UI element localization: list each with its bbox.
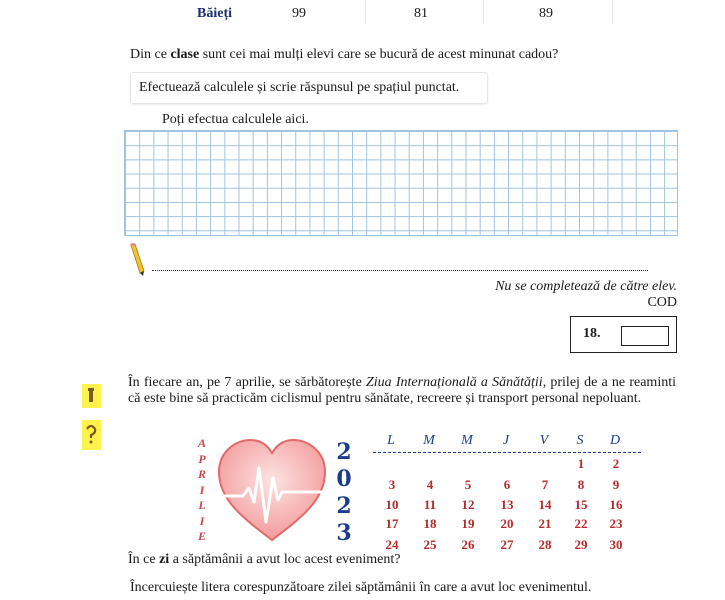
heart-pulse-icon (213, 436, 331, 551)
calendar-day: 22 (574, 516, 588, 531)
sticky-note-icon (82, 420, 101, 450)
sticky-note-icon (82, 384, 101, 408)
table-divider (483, 0, 484, 24)
table-cell: 99 (292, 6, 306, 21)
calendar-rule (373, 452, 641, 453)
calendar-day: 6 (503, 477, 511, 492)
month-letters: A P R I L I E (197, 436, 206, 543)
cod-label: COD (647, 295, 677, 310)
row-label: Băieți (197, 6, 232, 21)
calendar-header: M (461, 433, 473, 448)
item-number: 18. (583, 326, 601, 341)
table-divider (365, 0, 366, 24)
calendar-header: J (502, 433, 510, 448)
calendar-day: 27 (500, 537, 514, 552)
calendar-day: 15 (574, 497, 588, 512)
event-paragraph: În fiecare an, pe 7 aprilie, se sărbătorește Ziua Internațională a Sănătății, prilej de a ne reaminti că este bine să practicăm ciclismul pentru sănătate, recreere și transport personal nepoluant. (128, 375, 676, 406)
table-cell: 81 (414, 6, 428, 21)
calendar-day: 26 (461, 537, 475, 552)
calendar-day: 25 (423, 537, 437, 552)
calendar-day: 3 (388, 477, 396, 492)
table-divider (612, 0, 613, 24)
calendar-header: L (387, 433, 395, 448)
bottom-question: În ce zi a săptămânii a avut loc acest eveniment? (128, 552, 401, 567)
calendar-header: V (539, 433, 549, 448)
instruction-box (130, 72, 488, 104)
teacher-note: Nu se completează de către elev. (495, 279, 677, 294)
calendar-day: 13 (500, 497, 514, 512)
calendar-day: 29 (574, 537, 588, 552)
calendar-day: 4 (426, 477, 434, 492)
calendar-day: 2 (612, 456, 620, 471)
calendar-day: 18 (423, 516, 437, 531)
calendar-day: 30 (609, 537, 623, 552)
calendar-day: 11 (423, 497, 437, 512)
question-text: Din ce clase sunt cei mai mulți elevi care se bucură de acest minunat cadou? (130, 47, 559, 62)
calendar-header: D (609, 433, 621, 448)
code-box (570, 316, 677, 353)
calendar-day: 1 (577, 456, 585, 471)
bottom-instruction: Încercuiește litera corespunzătoare zilei săptămânii în care a avut loc evenimentul. (130, 580, 592, 595)
calendar-day: 5 (464, 477, 472, 492)
calendar-day: 14 (538, 497, 552, 512)
code-input[interactable] (621, 326, 669, 346)
calendar-day: 19 (461, 516, 475, 531)
calendar-day: 16 (609, 497, 623, 512)
calendar-day: 7 (541, 477, 549, 492)
calendar-day: 24 (385, 537, 399, 552)
calendar-day: 17 (385, 516, 399, 531)
calendar-header: M (423, 433, 435, 448)
calendar-day: 20 (500, 516, 514, 531)
calendar-day: 21 (538, 516, 552, 531)
instruction-text: Efectuează calculele și scrie răspunsul pe spațiul punctat. (139, 80, 460, 95)
answer-line[interactable] (152, 270, 648, 271)
calendar-day: 8 (577, 477, 585, 492)
calendar-day: 12 (461, 497, 475, 512)
year-digits: 2 0 2 3 (336, 439, 352, 546)
table-row (0, 0, 725, 28)
calendar-day: 28 (538, 537, 552, 552)
table-cell: 89 (539, 6, 553, 21)
calendar-header: S (576, 433, 584, 448)
calendar-day: 9 (612, 477, 620, 492)
calculation-grid[interactable] (124, 130, 678, 236)
pencil-icon (128, 243, 146, 282)
grid-label: Poți efectua calculele aici. (162, 112, 309, 127)
calendar-day: 23 (609, 516, 623, 531)
calendar-day: 10 (385, 497, 399, 512)
